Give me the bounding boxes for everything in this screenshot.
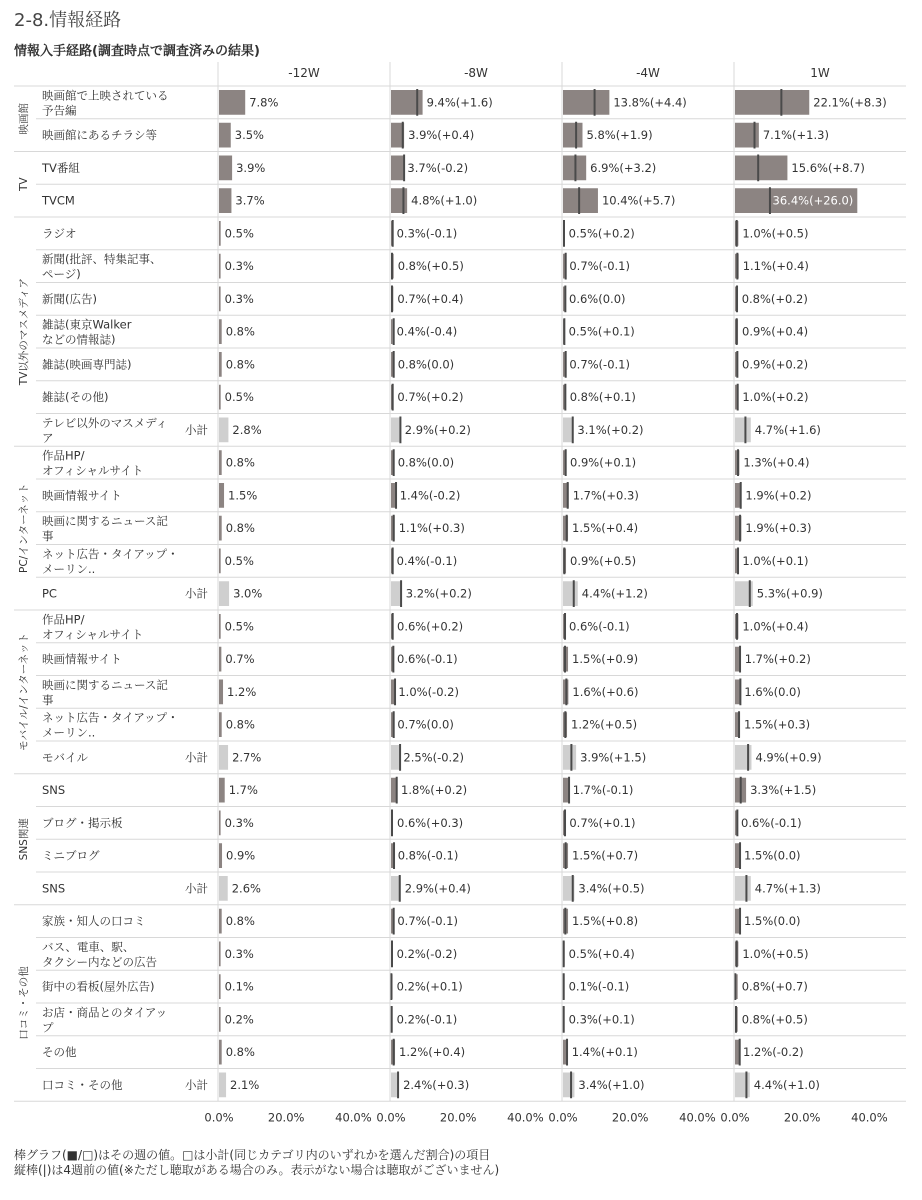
value-label: 1.5%(+0.7) xyxy=(572,848,639,863)
row-label: 雑誌(東京Walker xyxy=(42,317,132,332)
value-label: 0.2%(-0.2) xyxy=(396,946,458,961)
value-label: 0.5%(+0.2) xyxy=(568,226,635,241)
bar--12W xyxy=(219,188,231,213)
bar--8W xyxy=(391,483,396,508)
value-label: 0.6%(-0.1) xyxy=(397,652,458,667)
value-label: 36.4%(+26.0) xyxy=(772,193,854,208)
value-label: 3.2%(+0.2) xyxy=(405,586,472,601)
value-label: 3.5% xyxy=(234,128,264,143)
value-label: 10.4%(+5.7) xyxy=(601,193,676,208)
value-label: 1.7%(+0.2) xyxy=(744,652,811,667)
value-label: 0.8%(+0.5) xyxy=(397,259,464,274)
bar--12W xyxy=(219,287,221,312)
bar--12W xyxy=(219,909,222,934)
value-label: 0.4%(-0.1) xyxy=(396,553,458,568)
x-tick-label: 20.0% xyxy=(267,1110,305,1125)
group-label: TV以外のマスメディア xyxy=(18,277,30,386)
bar--12W xyxy=(219,549,221,574)
subtotal-tag: 小計 xyxy=(185,750,208,765)
value-label: 0.3% xyxy=(224,291,254,306)
value-label: 2.9%(+0.4) xyxy=(404,881,471,896)
value-label: 4.4%(+1.0) xyxy=(753,1077,820,1092)
value-label: 0.7%(-0.1) xyxy=(569,357,630,372)
bar--12W xyxy=(219,385,221,410)
value-label: 2.7% xyxy=(232,750,262,765)
value-label: 4.8%(+1.0) xyxy=(411,193,478,208)
value-label: 0.7%(+0.4) xyxy=(397,291,464,306)
row-label: 作品HP/ xyxy=(42,612,85,627)
value-label: 0.5%(+0.4) xyxy=(568,946,635,961)
value-label: 1.6%(0.0) xyxy=(744,684,801,699)
value-label: 1.9%(+0.2) xyxy=(745,488,812,503)
row-label: ミニブログ xyxy=(42,848,100,863)
value-label: 1.5%(+0.3) xyxy=(744,717,811,732)
x-tick-label: 40.0% xyxy=(679,1110,716,1125)
row-label: 雑誌(映画専門誌) xyxy=(42,357,132,372)
chart-subtitle: 情報入手経路(調査時点で調査済みの結果) xyxy=(14,44,260,59)
value-label: 1.2%(+0.5) xyxy=(571,717,638,732)
bar-1W xyxy=(735,156,787,181)
value-label: 0.8% xyxy=(225,914,255,929)
x-tick-label: 20.0% xyxy=(611,1110,649,1125)
value-label: 1.7% xyxy=(228,783,258,798)
value-label: 2.9%(+0.2) xyxy=(404,422,471,437)
value-label: 0.4%(-0.4) xyxy=(396,324,458,339)
row-label: 街中の看板(屋外広告) xyxy=(42,979,155,994)
subtotal-tag: 小計 xyxy=(185,1077,208,1092)
value-label: 1.5%(0.0) xyxy=(744,914,801,929)
value-label: 0.7%(+0.1) xyxy=(569,815,636,830)
row-label: TV番組 xyxy=(42,160,80,175)
bar--12W xyxy=(219,221,221,246)
bar--12W xyxy=(219,843,222,868)
value-label: 2.5%(-0.2) xyxy=(403,750,465,765)
row-label: 事 xyxy=(42,529,54,544)
row-label: 新聞(広告) xyxy=(42,291,97,306)
x-tick-label: 0.0% xyxy=(548,1110,578,1125)
value-label: 0.8%(+0.7) xyxy=(741,979,808,994)
row-label: お店・商品とのタイアッ xyxy=(42,1005,168,1020)
x-tick-label: 40.0% xyxy=(335,1110,372,1125)
value-label: 0.7%(0.0) xyxy=(397,717,454,732)
value-label: 1.5% xyxy=(228,488,258,503)
value-label: 3.7%(-0.2) xyxy=(407,160,469,175)
column-header--12W: -12W xyxy=(288,66,320,80)
value-label: 4.7%(+1.6) xyxy=(754,422,821,437)
row-label: オフィシャルサイト xyxy=(42,463,144,478)
value-label: 1.7%(-0.1) xyxy=(572,783,634,798)
value-label: 0.5%(+0.1) xyxy=(568,324,635,339)
value-label: 0.8% xyxy=(225,717,255,732)
x-tick-label: 20.0% xyxy=(439,1110,477,1125)
bar--12W xyxy=(219,1007,221,1032)
value-label: 2.1% xyxy=(230,1077,260,1092)
value-label: 22.1%(+8.3) xyxy=(813,95,887,110)
value-label: 1.8%(+0.2) xyxy=(401,783,468,798)
row-label: 事 xyxy=(42,692,54,707)
row-label: 予告編 xyxy=(42,103,77,118)
value-label: 3.9% xyxy=(236,160,266,175)
row-label: モバイル xyxy=(42,750,88,765)
value-label: 1.0%(+0.4) xyxy=(742,619,809,634)
value-label: 1.5%(+0.4) xyxy=(572,521,639,536)
value-label: 2.8% xyxy=(232,422,262,437)
bar-1W xyxy=(735,90,809,115)
value-label: 0.1%(-0.1) xyxy=(568,979,630,994)
row-label: メーリン.. xyxy=(42,561,96,576)
row-label: ア xyxy=(42,430,54,445)
value-label: 0.8%(0.0) xyxy=(397,357,455,372)
group-label: PC/インターネット xyxy=(18,483,30,574)
group-label: SNS関連 xyxy=(18,818,30,861)
value-label: 1.1%(+0.4) xyxy=(742,259,809,274)
value-label: 3.4%(+0.5) xyxy=(578,881,645,896)
value-label: 1.0%(+0.5) xyxy=(742,226,809,241)
value-label: 1.5%(0.0) xyxy=(744,848,801,863)
value-label: 0.5% xyxy=(224,390,254,405)
row-label: 家族・知人の口コミ xyxy=(42,914,146,929)
bar-1W xyxy=(735,418,751,443)
row-label: その他 xyxy=(42,1045,77,1060)
bar--4W xyxy=(563,123,582,148)
row-label: などの情報誌) xyxy=(42,332,116,347)
bar--12W xyxy=(219,254,221,279)
value-label: 0.8%(+0.1) xyxy=(569,390,636,405)
row-label: 映画情報サイト xyxy=(42,488,122,503)
bar--12W xyxy=(219,745,228,770)
bar--8W xyxy=(391,156,403,181)
bar--12W xyxy=(219,123,231,148)
row-label: オフィシャルサイト xyxy=(42,627,144,642)
row-label: メーリン.. xyxy=(42,725,96,740)
group-label: モバイル/インターネット xyxy=(18,632,30,751)
value-label: 1.0%(+0.1) xyxy=(742,553,809,568)
value-label: 1.5%(+0.8) xyxy=(572,914,639,929)
value-label: 1.0%(+0.5) xyxy=(742,946,809,961)
column-header--4W: -4W xyxy=(636,66,660,80)
row-label: 映画館にあるチラシ等 xyxy=(42,128,157,143)
value-label: 0.6%(+0.2) xyxy=(397,619,464,634)
footnote-1: 棒グラフ(■/□)はその週の値。□は小計(同じカテゴリ内のいずれかを選んだ割合)の項目 xyxy=(14,1148,491,1162)
value-label: 1.2% xyxy=(227,684,257,699)
row-label: 映画に関するニュース記 xyxy=(42,514,168,529)
value-label: 4.4%(+1.2) xyxy=(581,586,648,601)
value-label: 3.9%(+0.4) xyxy=(408,128,475,143)
value-label: 1.1%(+0.3) xyxy=(398,521,465,536)
row-label: ネット広告・タイアップ・ xyxy=(42,710,179,725)
value-label: 5.8%(+1.9) xyxy=(586,128,653,143)
x-tick-label: 0.0% xyxy=(376,1110,406,1125)
value-label: 0.5% xyxy=(224,619,254,634)
row-label: SNS xyxy=(42,881,66,896)
bar--4W xyxy=(563,745,576,770)
bar--12W xyxy=(219,483,224,508)
value-label: 4.9%(+0.9) xyxy=(755,750,822,765)
row-label: テレビ以外のマスメディ xyxy=(42,415,168,430)
bar--12W xyxy=(219,974,221,999)
bar--8W xyxy=(391,319,393,344)
value-label: 13.8%(+4.4) xyxy=(613,95,687,110)
row-label: 映画に関するニュース記 xyxy=(42,677,168,692)
bar--12W xyxy=(219,647,221,672)
row-label: 作品HP/ xyxy=(42,448,85,463)
value-label: 3.7% xyxy=(235,193,265,208)
bar--12W xyxy=(219,1073,226,1098)
value-label: 1.0%(+0.2) xyxy=(742,390,809,405)
bar--12W xyxy=(219,581,229,606)
group-label: 口コミ・その他 xyxy=(18,966,30,1040)
value-label: 6.9%(+3.2) xyxy=(590,160,657,175)
value-label: 1.4%(-0.2) xyxy=(399,488,461,503)
value-label: 1.4%(+0.1) xyxy=(571,1045,638,1060)
bar--12W xyxy=(219,90,245,115)
value-label: 15.6%(+8.7) xyxy=(791,160,865,175)
value-label: 0.8%(0.0) xyxy=(397,455,455,470)
row-label: バス、電車、駅、 xyxy=(42,939,135,954)
value-label: 0.7%(-0.1) xyxy=(397,914,458,929)
bar-1W xyxy=(735,1040,739,1065)
column-header-1W: 1W xyxy=(810,66,830,80)
value-label: 0.8%(+0.2) xyxy=(741,291,808,306)
value-label: 0.7% xyxy=(225,652,255,667)
bar--12W xyxy=(219,450,222,475)
row-label: 雑誌(その他) xyxy=(42,390,109,405)
bar--12W xyxy=(219,778,225,803)
value-label: 0.6%(-0.1) xyxy=(741,815,802,830)
group-label: TV xyxy=(18,177,30,192)
bar-1W xyxy=(735,1073,750,1098)
bar--12W xyxy=(219,680,223,705)
value-label: 2.4%(+0.3) xyxy=(403,1077,470,1092)
value-label: 3.4%(+1.0) xyxy=(578,1077,645,1092)
bar--12W xyxy=(219,352,222,377)
subtotal-tag: 小計 xyxy=(185,881,208,896)
row-label: 映画情報サイト xyxy=(42,652,122,667)
row-label: TVCM xyxy=(42,193,75,208)
value-label: 7.8% xyxy=(249,95,279,110)
value-label: 0.8% xyxy=(225,521,255,536)
x-tick-label: 0.0% xyxy=(720,1110,750,1125)
bar--12W xyxy=(219,614,221,639)
value-label: 0.1% xyxy=(224,979,254,994)
bar--12W xyxy=(219,712,222,737)
bar--12W xyxy=(219,418,228,443)
value-label: 0.3% xyxy=(224,815,254,830)
value-label: 1.7%(+0.3) xyxy=(572,488,639,503)
value-label: 0.2%(+0.1) xyxy=(396,979,463,994)
value-label: 0.3% xyxy=(224,259,254,274)
row-label: タクシー内などの広告 xyxy=(42,954,157,969)
x-tick-label: 0.0% xyxy=(204,1110,234,1125)
value-label: 1.3%(+0.4) xyxy=(743,455,810,470)
value-label: 1.2%(-0.2) xyxy=(743,1045,804,1060)
bar--4W xyxy=(563,1073,574,1098)
value-label: 0.2%(-0.1) xyxy=(396,1012,458,1027)
row-label: PC xyxy=(42,586,57,601)
value-label: 5.3%(+0.9) xyxy=(756,586,823,601)
row-label: 口コミ・その他 xyxy=(42,1077,123,1092)
value-label: 0.9%(+0.1) xyxy=(570,455,637,470)
row-label: 映画館で上映されている xyxy=(42,88,169,103)
x-tick-label: 40.0% xyxy=(851,1110,888,1125)
value-label: 1.6%(+0.6) xyxy=(572,684,639,699)
value-label: 4.7%(+1.3) xyxy=(754,881,821,896)
bar--4W xyxy=(563,188,598,213)
value-label: 0.7%(+0.2) xyxy=(397,390,464,405)
value-label: 0.5% xyxy=(224,226,254,241)
value-label: 0.8% xyxy=(225,1045,255,1060)
value-label: 0.8% xyxy=(225,357,255,372)
bar--12W xyxy=(219,942,221,967)
x-tick-label: 20.0% xyxy=(783,1110,821,1125)
value-label: 0.8%(-0.1) xyxy=(397,848,459,863)
value-label: 7.1%(+1.3) xyxy=(762,128,829,143)
bar--12W xyxy=(219,319,222,344)
bar-1W xyxy=(735,876,751,901)
row-label: ネット広告・タイアップ・ xyxy=(42,546,179,561)
value-label: 3.1%(+0.2) xyxy=(577,422,644,437)
bar--8W xyxy=(391,418,401,443)
page-title: 2-8.情報経路 xyxy=(14,10,122,31)
bar--8W xyxy=(391,680,394,705)
value-label: 0.6%(0.0) xyxy=(569,291,626,306)
value-label: 0.9%(+0.5) xyxy=(570,553,637,568)
group-label: 映画館 xyxy=(18,103,30,135)
value-label: 0.2% xyxy=(224,1012,254,1027)
value-label: 0.7%(-0.1) xyxy=(569,259,630,274)
bar--4W xyxy=(563,90,609,115)
value-label: 2.6% xyxy=(231,881,261,896)
bar--12W xyxy=(219,156,232,181)
value-label: 0.5% xyxy=(224,553,254,568)
value-label: 0.9%(+0.2) xyxy=(742,357,809,372)
bar--8W xyxy=(391,188,407,213)
subtotal-tag: 小計 xyxy=(185,422,208,437)
bar--12W xyxy=(219,811,221,836)
row-label: プ xyxy=(42,1020,54,1035)
bar--4W xyxy=(563,581,578,606)
column-header--8W: -8W xyxy=(464,66,488,80)
bar--4W xyxy=(563,778,569,803)
value-label: 1.2%(+0.4) xyxy=(399,1045,466,1060)
x-tick-label: 40.0% xyxy=(507,1110,544,1125)
value-label: 0.9% xyxy=(226,848,256,863)
value-label: 1.9%(+0.3) xyxy=(745,521,812,536)
footnote-2: 縦棒(|)は4週前の値(※ただし聴取がある場合のみ。表示がない場合は聴取がございません) xyxy=(14,1163,500,1177)
row-label: 新聞(批評、特集記事、 xyxy=(42,252,162,267)
value-label: 1.0%(-0.2) xyxy=(398,684,460,699)
value-label: 1.5%(+0.9) xyxy=(572,652,639,667)
bar--12W xyxy=(219,876,228,901)
row-label: ページ) xyxy=(42,267,81,282)
value-label: 3.0% xyxy=(233,586,263,601)
bar--12W xyxy=(219,1040,222,1065)
bar--8W xyxy=(391,745,399,770)
subtotal-tag: 小計 xyxy=(185,586,208,601)
value-label: 0.8%(+0.5) xyxy=(741,1012,808,1027)
value-label: 0.6%(+0.3) xyxy=(397,815,464,830)
value-label: 0.9%(+0.4) xyxy=(742,324,809,339)
value-label: 0.3% xyxy=(224,946,254,961)
row-label: SNS xyxy=(42,783,66,798)
value-label: 0.3%(-0.1) xyxy=(396,226,458,241)
bar--12W xyxy=(219,516,222,541)
row-label: ラジオ xyxy=(42,226,77,241)
value-label: 0.8% xyxy=(225,455,255,470)
value-label: 0.6%(-0.1) xyxy=(569,619,630,634)
row-label: ブログ・掲示板 xyxy=(42,815,123,830)
value-label: 0.8% xyxy=(225,324,255,339)
value-label: 3.3%(+1.5) xyxy=(750,783,817,798)
value-label: 3.9%(+1.5) xyxy=(580,750,647,765)
value-label: 0.3%(+0.1) xyxy=(568,1012,635,1027)
value-label: 9.4%(+1.6) xyxy=(426,95,493,110)
